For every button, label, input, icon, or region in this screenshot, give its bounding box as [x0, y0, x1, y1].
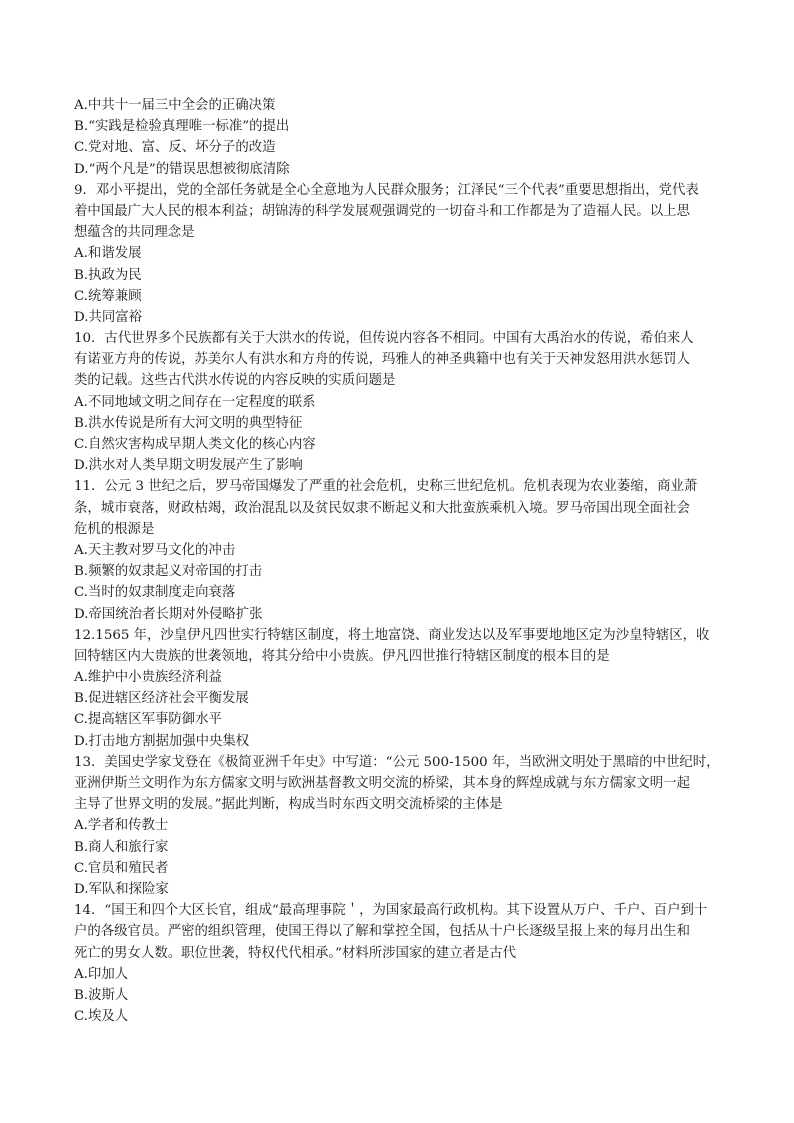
- option-line: B.“实践是检验真理唯一标准”的提出: [74, 119, 290, 135]
- option-line: B.频繁的奴隶起义对帝国的打击: [74, 564, 263, 580]
- option-line: B.洪水传说是所有大河文明的典型特征: [74, 415, 303, 431]
- option-line: D.“两个凡是”的错误思想被彻底清除: [74, 161, 290, 177]
- option-line: B.促进辖区经济社会平衡发展: [74, 691, 249, 707]
- question-11-stem: 条，城市衰落，财政枯竭，政治混乱以及贫民奴隶不断起义和大批蛮族乘机入境。罗马帝国出现全面社会: [74, 500, 690, 516]
- question-10-stem: 有诺亚方舟的传说，苏美尔人有洪水和方舟的传说，玛雅人的神圣典籍中也有关于天神发怒用洪水惩罚人: [74, 352, 690, 368]
- question-12-stem: 回特辖区内大贵族的世袭领地，将其分给中小贵族。伊凡四世推行特辖区制度的根本目的是: [74, 648, 610, 664]
- question-13-stem: 亚洲伊斯兰文明作为东方儒家文明与欧洲基督教文明交流的桥梁，其本身的辉煌成就与东方儒家文明一起: [74, 776, 690, 791]
- option-line: B.商人和旅行家: [74, 839, 169, 855]
- option-line: D.洪水对人类早期文明发展产生了影响: [74, 458, 303, 474]
- question-10-stem: 类的记载。这些古代洪水传说的内容反映的实质问题是: [74, 373, 396, 389]
- option-line: A.维护中小贵族经济利益: [74, 670, 222, 686]
- option-line: A.和谐发展: [74, 246, 142, 262]
- question-9-stem: 着中国最广大人民的根本利益；胡锦涛的科学发展观强调党的一切奋斗和工作都是为了造福人民。以上思: [74, 203, 690, 219]
- question-14-stem: 户的各级官员。严密的组织管理，使国王得以了解和掌控全国，包括从十户长逐级呈报上来的每月出生和: [74, 924, 690, 940]
- question-14-stem: 死亡的男女人数。职位世袭，特权代代相承。”材料所涉国家的建立者是古代: [74, 945, 517, 961]
- question-14-stem: 14．“国王和四个大区长官，组成“最高理事院＇，为国家最高行政机构。其下设置从万户、千户、百户到十: [74, 903, 708, 919]
- option-line: D.帝国统治者长期对外侵略扩张: [74, 606, 263, 622]
- option-line: C.埃及人: [74, 1009, 129, 1025]
- option-line: C.自然灾害构成早期人类文化的核心内容: [74, 437, 316, 452]
- question-9-stem: 9．邓小平提出，党的全部任务就是全心全意地为人民群众服务；江泽民“三个代表”重要思想指出，党代表: [74, 182, 699, 198]
- option-line: C.提高辖区军事防御水平: [74, 712, 222, 728]
- option-line: A.学者和传教士: [74, 818, 169, 834]
- option-line: D.打击地方割据加强中央集权: [74, 733, 250, 749]
- question-13-stem: 主导了世界文明的发展。”据此判断，构成当时东西文明交流桥梁的主体是: [74, 797, 503, 813]
- option-line: A.不同地域文明之间存在一定程度的联系: [74, 394, 316, 410]
- option-line: B.执政为民: [74, 267, 142, 283]
- option-line: D.共同富裕: [74, 309, 143, 325]
- option-line: A.天主教对罗马文化的冲击: [74, 542, 236, 558]
- question-11-stem: 危机的根源是: [74, 521, 155, 537]
- option-line: D.军队和探险家: [74, 881, 169, 897]
- question-11-stem: 11．公元 3 世纪之后，罗马帝国爆发了严重的社会危机，史称三世纪危机。危机表现为农业萎缩，商业萧: [74, 479, 698, 495]
- option-line: A.中共十一届三中全会的正确决策: [74, 98, 276, 113]
- question-13-stem: 13．美国史学家戈登在《极简亚洲千年史》中写道：“公元 500-1500 年，当欧洲文明处于黑暗的中世纪时，: [74, 754, 720, 770]
- option-line: C.党对地、富、反、坏分子的改造: [74, 140, 276, 156]
- option-line: A.印加人: [74, 966, 129, 982]
- option-line: C.官员和殖民者: [74, 860, 169, 876]
- question-12-stem: 12.1565 年，沙皇伊凡四世实行特辖区制度，将土地富饶、商业发达以及军事要地地区定为沙皇特辖区，收: [74, 627, 710, 643]
- question-10-stem: 10．古代世界多个民族都有关于大洪水的传说，但传说内容各不相同。中国有大禹治水的传说，希伯来人: [74, 331, 694, 347]
- question-9-stem: 想蕴含的共同理念是: [74, 225, 195, 241]
- option-line: C.统筹兼顾: [74, 288, 142, 304]
- option-line: B.波斯人: [74, 987, 129, 1003]
- option-line: C.当时的奴隶制度走向衰落: [74, 585, 236, 601]
- question-text-block: [74, 95, 722, 1027]
